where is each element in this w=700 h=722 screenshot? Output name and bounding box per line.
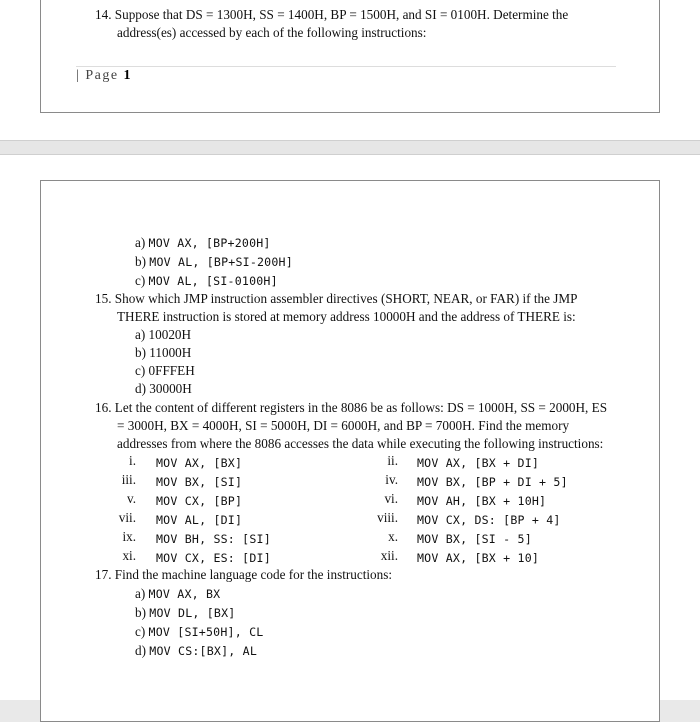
q16-item-ix-code: MOV BH, SS: [SI] bbox=[156, 532, 271, 546]
q17-option-c: c) MOV [SI+50H], CL bbox=[135, 624, 264, 639]
q15-option-d: d) 30000H bbox=[135, 381, 192, 396]
q16-item-vii-code: MOV AL, [DI] bbox=[156, 513, 243, 527]
q17-option-a: a) MOV AX, BX bbox=[135, 586, 221, 601]
q15-line-1: 15. Show which JMP instruction assembler directives (SHORT, NEAR, or FAR) if the JMP bbox=[95, 291, 578, 306]
page-number: 1 bbox=[123, 68, 133, 83]
q16-item-xii-code: MOV AX, [BX + 10] bbox=[417, 551, 540, 565]
q17-line-1: 17. Find the machine language code for the instructions: bbox=[95, 567, 393, 582]
q16-item-viii-code: MOV CX, DS: [BP + 4] bbox=[417, 513, 561, 527]
q16-item-x-num: x. bbox=[388, 529, 398, 544]
q14-option-b: b) MOV AL, [BP+SI-200H] bbox=[135, 254, 293, 269]
q17-option-b: b) MOV DL, [BX] bbox=[135, 605, 236, 620]
q17-option-d: d) MOV CS:[BX], AL bbox=[135, 643, 257, 658]
q16-line-3: addresses from where the 8086 accesses the data while executing the following instructions: bbox=[117, 436, 604, 451]
q15-option-a: a) 10020H bbox=[135, 327, 192, 342]
q16-item-vi-num: vi. bbox=[384, 491, 398, 506]
page-footer-bar: | bbox=[76, 68, 81, 83]
q16-item-iii-num: iii. bbox=[121, 472, 136, 487]
q16-item-iv-num: iv. bbox=[385, 472, 398, 487]
q16-item-iv-code: MOV BX, [BP + DI + 5] bbox=[417, 475, 568, 489]
q16-line-2: = 3000H, BX = 4000H, SI = 5000H, DI = 6000H, and BP = 7000H. Find the memory bbox=[117, 418, 570, 433]
q14-line-2: address(es) accessed by each of the following instructions: bbox=[117, 25, 427, 40]
q15-option-c: c) 0FFFEH bbox=[135, 363, 195, 378]
q15-option-b: b) 11000H bbox=[135, 345, 192, 360]
q14-option-c: c) MOV AL, [SI-0100H] bbox=[135, 273, 278, 288]
q14-option-a: a) MOV AX, [BP+200H] bbox=[135, 235, 271, 250]
q16-item-vii-num: vii. bbox=[118, 510, 136, 525]
q16-item-vi-code: MOV AH, [BX + 10H] bbox=[417, 494, 547, 508]
q16-line-1: 16. Let the content of different registers in the 8086 be as follows: DS = 1000H, SS = 2000H, ES bbox=[95, 400, 608, 415]
q16-item-ix-num: ix. bbox=[122, 529, 136, 544]
q16-item-x-code: MOV BX, [SI - 5] bbox=[417, 532, 532, 546]
q16-item-viii-num: viii. bbox=[377, 510, 398, 525]
q14-line-1: 14. Suppose that DS = 1300H, SS = 1400H, BP = 1500H, and SI = 0100H. Determine the bbox=[95, 7, 569, 22]
page-footer-label: Page bbox=[85, 68, 119, 83]
q16-item-i-code: MOV AX, [BX] bbox=[156, 456, 243, 470]
q16-item-v-code: MOV CX, [BP] bbox=[156, 494, 243, 508]
q16-item-i-num: i. bbox=[129, 453, 136, 468]
page-footer bbox=[76, 68, 132, 84]
page-separator bbox=[0, 140, 700, 155]
footer-rule bbox=[76, 66, 616, 67]
q15-line-2: THERE instruction is stored at memory address 10000H and the address of THERE is: bbox=[117, 309, 576, 324]
q16-item-ii-num: ii. bbox=[387, 453, 398, 468]
q16-item-ii-code: MOV AX, [BX + DI] bbox=[417, 456, 540, 470]
q16-item-xi-code: MOV CX, ES: [DI] bbox=[156, 551, 271, 565]
q16-item-iii-code: MOV BX, [SI] bbox=[156, 475, 243, 489]
q16-item-xii-num: xii. bbox=[380, 548, 398, 563]
q16-item-xi-num: xi. bbox=[122, 548, 136, 563]
q16-item-v-num: v. bbox=[126, 491, 136, 506]
